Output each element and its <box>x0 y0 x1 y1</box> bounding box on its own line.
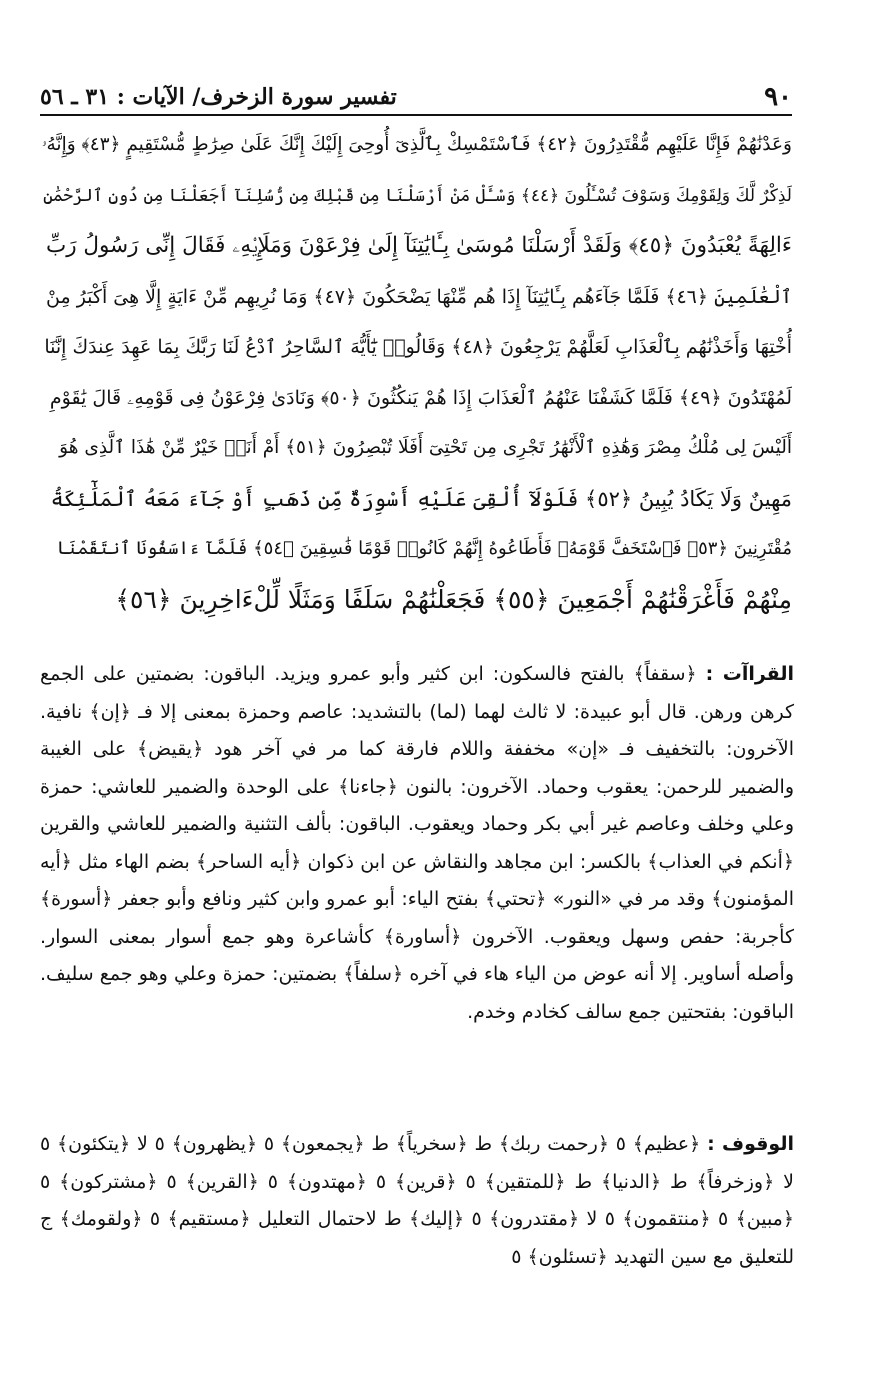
stops-text: ﴿عظيم﴾ ٥ ﴿رحمت ربك﴾ ط ﴿سخرياً﴾ ط ﴿يجمعون﴾ ٥ ﴿يظهرون﴾ ٥ لا ﴿يتكئون﴾ ٥ لا ﴿وزخرفاً﴾ ط ﴿الدنيا﴾ ط ﴿للمتقين﴾ ٥ ﴿قرين﴾ ٥ ﴿مهتدون﴾ ٥ ﴿القرين﴾ ٥ ﴿مشتركون﴾ ٥ ﴿مبين﴾ ٥ ﴿منتقمون﴾ ٥ لا ﴿مقتدرون﴾ ٥ ﴿إليك﴾ ط لاحتمال التعليل ﴿مستقيم﴾ ٥ ﴿ولقومك﴾ ج للتعليق مع سين التهديد ﴿تسئلون﴾ ٥ <box>40 1133 794 1268</box>
stops-section <box>40 1126 794 1276</box>
stops-label: الوقوف : <box>707 1133 794 1155</box>
verse-line: أَلَيْسَ لِى مُلْكُ مِصْرَ وَهَٰذِهِ ٱلْأَنْهَٰرُ تَجْرِى مِن تَحْتِىٓ أَفَلَا تُبْصِرُونَ ﴿٥١﴾ أَمْ أَنَا۠ خَيْرٌ مِّنْ هَٰذَا ٱلَّذِى هُوَ <box>59 437 792 458</box>
page-number: ٩٠ <box>764 82 792 112</box>
verse-line: ءَالِهَةً يُعْبَدُونَ ﴿٤٥﴾ وَلَقَدْ أَرْسَلْنَا مُوسَىٰ بِـَٔايَٰتِنَآ إِلَىٰ فِرْعَوْنَ وَمَلَإِي۟هِۦ فَقَالَ إِنِّى رَسُولُ رَبِّ <box>45 233 792 258</box>
verse-line: ٱلْعَٰلَمِينَ ﴿٤٦﴾ فَلَمَّا جَآءَهُم بِـَٔايَٰتِنَآ إِذَا هُم مِّنْهَا يَضْحَكُونَ ﴿٤٧﴾ وَمَا نُرِيهِم مِّنْ ءَايَةٍ إِلَّا هِىَ أَكْبَرُ مِنْ <box>46 285 792 308</box>
verse-line: لَمُهْتَدُونَ ﴿٤٩﴾ فَلَمَّا كَشَفْنَا عَنْهُمُ ٱلْعَذَابَ إِذَا هُمْ يَنكُثُونَ ﴿٥٠﴾ وَنَادَىٰ فِرْعَوْنُ فِى قَوْمِهِۦ قَالَ يَٰقَوْمِ <box>49 386 792 409</box>
readings-text: ﴿سقفاً﴾ بالفتح فالسكون: ابن كثير وأبو عمرو ويزيد. الباقون: بضمتين على الجمع كرهن ورهن. قال أبو عبيدة: لا ثالث لهما (لما) بالتشديد: عاصم وحمزة بمعنى إلا فـ ﴿إن﴾ نافية. الآخرون: بالتخفيف فـ «إن» مخففة واللام فارقة كما مر في آخر هود ﴿يقيض﴾ على الغيبة والضمير للرحمن: يعقوب وحماد. الآخرون: بالنون ﴿جاءنا﴾ على الوحدة والضمير للعاشي: حمزة وعلي وخلف وعاصم غير أبي بكر وحماد ويعقوب. الباقون: بألف التثنية والضمير للعاشي والقرين ﴿أنكم في العذاب﴾ بالكسر: ابن مجاهد والنقاش عن ابن ذكوان ﴿أيه الساحر﴾ بضم الهاء مثل ﴿أيه المؤمنون﴾ وقد مر في «النور» ﴿تحتي﴾ بفتح الياء: أبو عمرو وابن كثير ونافع وأبو جعفر ﴿أسورة﴾ كأجربة: حفص وسهل ويعقوب. الآخرون ﴿أساورة﴾ كأشاعرة وهو جمع أسوار بمعنى السوار. وأصله أساوير. إلا أنه عوض من الياء هاء في آخره ﴿سلفاً﴾ بضمتين: حمزة وعلي وهو جمع سليف. الباقون: بفتحتين جمع سالف كخادم وخدم. <box>40 663 794 1023</box>
readings-section <box>40 656 794 1031</box>
verse-line: أُخْتِهَا وَأَخَذْنَٰهُم بِٱلْعَذَابِ لَعَلَّهُمْ يَرْجِعُونَ ﴿٤٨﴾ وَقَالُوا۟ يَٰٓأَيُّهَ ٱلسَّاحِرُ ٱدْعُ لَنَا رَبَّكَ بِمَا عَهِدَ عِندَكَ إِنَّنَا <box>44 336 792 358</box>
quran-verses <box>40 120 792 625</box>
page-header <box>40 80 792 116</box>
verse-line: لَذِكْرٌ لَّكَ وَلِقَوْمِكَ وَسَوْفَ تُسْـَٔلُونَ ﴿٤٤﴾ وَسْـَٔلْ مَنْ أَرْسَلْنَا مِن قَبْلِكَ مِن رُّسُلِنَآ أَجَعَلْنَا مِن دُونِ ٱلرَّحْمَٰنِ <box>43 185 792 206</box>
verse-line: مُقْتَرِنِينَ ﴿٥٣﴾ فَٱسْتَخَفَّ قَوْمَهُۥ فَأَطَاعُوهُ إِنَّهُمْ كَانُوا۟ قَوْمًا فَٰسِقِينَ ﴿٥٤﴾ فَلَمَّآ ءَاسَفُونَا ٱنتَقَمْنَا <box>56 538 792 559</box>
running-title: تفسير سورة الزخرف/ الآيات : ٣١ ـ ٥٦ <box>40 84 397 110</box>
verse-line: مِنْهُمْ فَأَغْرَقْنَٰهُمْ أَجْمَعِينَ ﴿٥٥﴾ فَجَعَلْنَٰهُمْ سَلَفًا وَمَثَلًا لِّلْءَاخِرِينَ ﴿٥٦﴾ <box>115 584 792 614</box>
verse-line: مَهِينٌ وَلَا يَكَادُ يُبِينُ ﴿٥٢﴾ فَلَوْلَآ أُلْقِىَ عَلَيْهِ أَسْوِرَةٌ مِّن ذَهَبٍ أَوْ جَآءَ مَعَهُ ٱلْمَلَٰٓئِكَةُ <box>50 486 792 511</box>
verse-line: وَعَدْنَٰهُمْ فَإِنَّا عَلَيْهِم مُّقْتَدِرُونَ ﴿٤٢﴾ فَٱسْتَمْسِكْ بِٱلَّذِىٓ أُوحِىَ إِلَيْكَ إِنَّكَ عَلَىٰ صِرَٰطٍ مُّسْتَقِيمٍ ﴿٤٣﴾ وَإِنَّهُۥ <box>41 134 792 155</box>
readings-label: القراآت : <box>705 663 794 685</box>
